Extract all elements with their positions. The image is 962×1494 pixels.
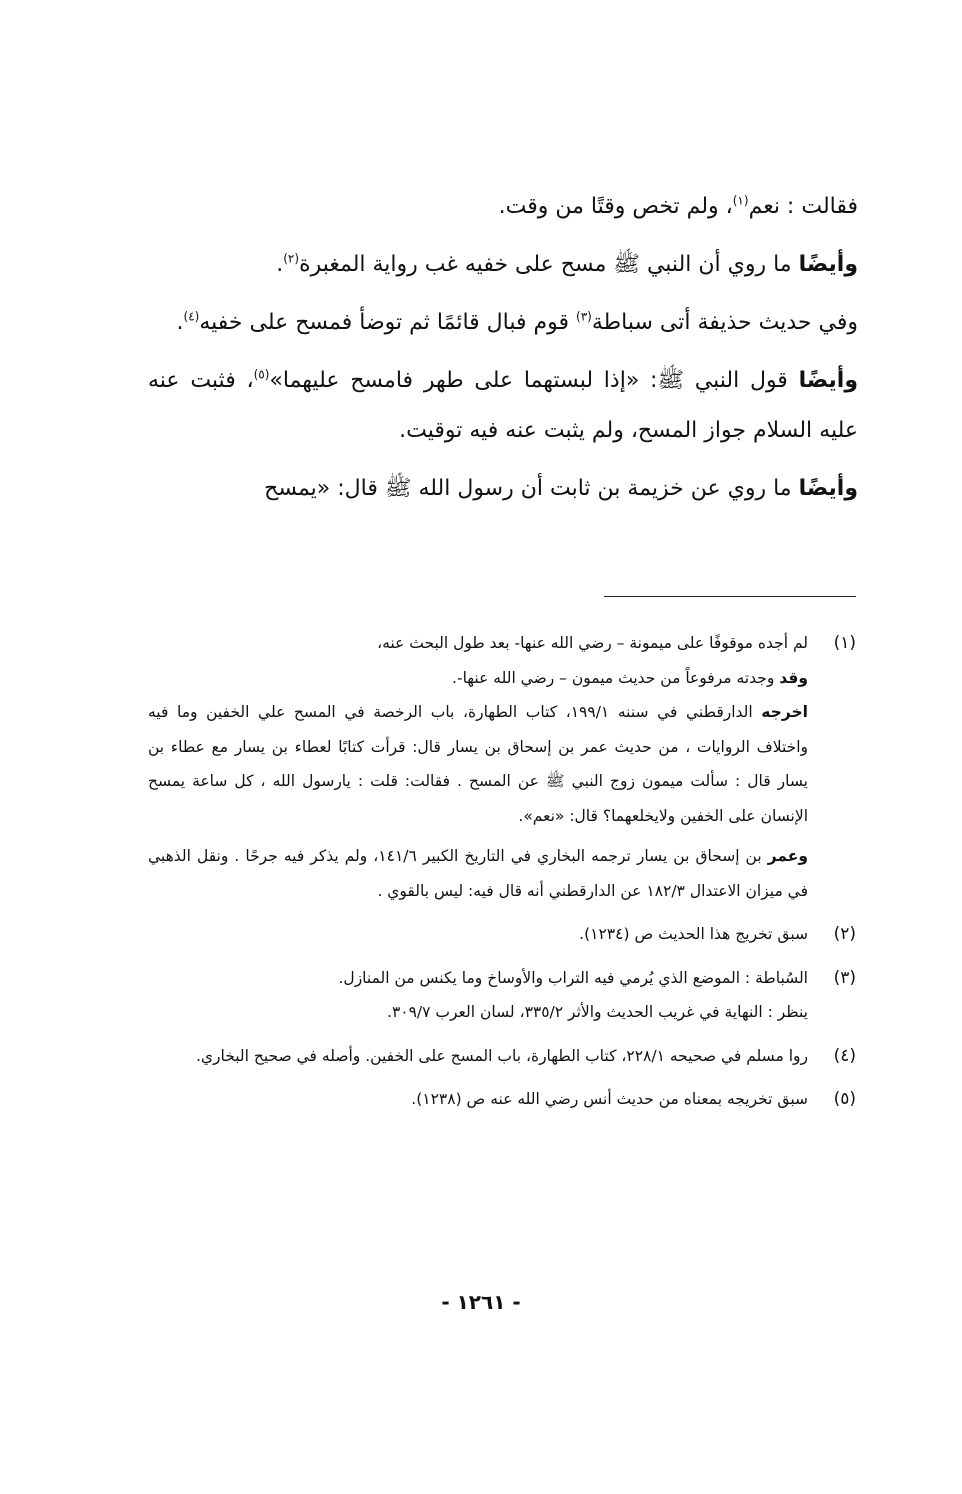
page-number: - ١٢٦١ - <box>441 1290 521 1314</box>
footnote-body: سبق تخريجه بمعناه من حديث أنس رضي الله عنه ص (١٢٣٨). <box>411 1090 808 1108</box>
paragraph-5: وأيضًا ما روي عن خزيمة بن ثابت أن رسول الله ﷺ قال: «يمسح <box>264 476 858 501</box>
footnote-body: لم أجده موقوفًا على ميمونة – رضي الله عنها- بعد طول البحث عنه، وقد وجدته مرفوعاً من حديث ميمون – رضي الله عنها-. اخرجه الدارقطني في سننه ١٩٩/١، كتاب الطهارة، باب الرخصة في المسح علي الخفين وما فيه واختلاف الروايات ، من حديث عمر بن إسحاق بن يسار قال: قرأت كتابًا لعطاء بن يسار مع عطاء بن يسار قال : سألت ميمون زوج النبي ﷺ عن المسح . فقالت: قلت : يارسول الله ، كل ساعة يمسح الإنسان على الخفين ولايخلعهما؟ قال: «نعم». وعمر بن إسحاق بن يسار ترجمه البخاري في التاريخ الكبير ١٤١/٦، ولم يذكر فيه جرحًا . ونقل الذهبي في ميزان الاعتدال ١٨٢/٣ عن الدارقطني أنه قال فيه: ليس بالقوي . <box>148 634 808 900</box>
paragraph-4: وأيضًا قول النبي ﷺ: «إذا لبستهما على طهر فامسح عليهما»$^{(٥)}$، فثبت عنه عليه السلام جواز المسح، ولم يثبت عنه فيه توقيت. <box>148 367 859 443</box>
footnote-3 <box>148 961 856 1030</box>
footnote-2 <box>148 917 856 952</box>
footnote-ref[interactable]: (٣) <box>576 309 592 324</box>
footnote-1 <box>148 626 856 908</box>
paragraph-3: وفي حديث حذيفة أتى سباطة$^{(٣)}$ قوم فبال قائمًا ثم توضأ فمسح على خفيه$^{(٤)}$. <box>176 309 858 335</box>
main-text <box>148 182 858 522</box>
footnote-separator <box>604 596 856 597</box>
paragraph-2: وأيضًا ما روي أن النبي ﷺ مسح على خفيه غب رواية المغبرة$^{(٢)}$. <box>276 251 858 277</box>
footnote-number: (٢) <box>833 924 856 944</box>
footnote-number: (٣) <box>833 967 856 988</box>
footnotes <box>148 626 856 1126</box>
footnote-ref[interactable]: (٥) <box>253 367 270 382</box>
footnote-ref[interactable]: (٤) <box>183 309 200 324</box>
footnote-number: (٤) <box>833 1045 856 1066</box>
footnote-body: سبق تخريج هذا الحديث ص (١٢٣٤). <box>579 925 808 943</box>
footnote-ref[interactable]: (٢) <box>283 251 300 266</box>
footnote-number: (١) <box>833 633 856 653</box>
footnote-body: روا مسلم في صحيحه ٢٢٨/١، كتاب الطهارة، باب المسح على الخفين. وأصله في صحيح البخاري. <box>195 1046 808 1065</box>
footnote-4 <box>148 1039 856 1074</box>
footnote-number: (٥) <box>833 1089 856 1109</box>
paragraph-1: فقالت : نعم$^{(١)}$، ولم تخص وقتًا من وقت. <box>498 193 858 219</box>
footnote-5 <box>148 1082 856 1117</box>
footnote-ref[interactable]: (١) <box>732 193 749 208</box>
footnote-body: السُباطة : الموضع الذي يُرمي فيه التراب والأوساخ وما يكنس من المنازل. ينظر : النهاية في غريب الحديث والأثر ٣٣٥/٢، لسان العرب ٣٠٩/٧. <box>338 968 808 1021</box>
